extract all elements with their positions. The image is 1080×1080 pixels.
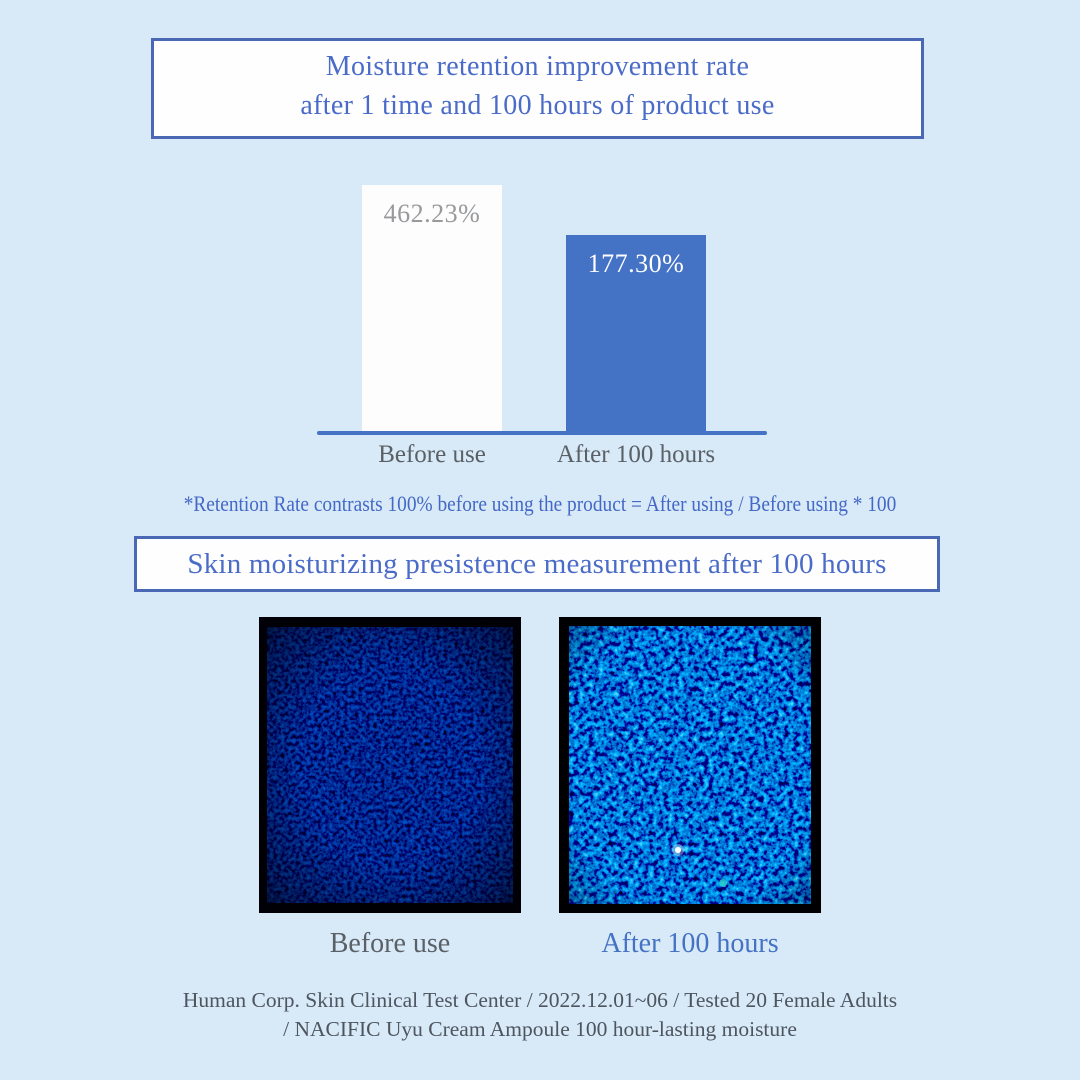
main-title-line-1: Moisture retention improvement rate <box>325 51 750 82</box>
microscopy-after-image <box>559 617 821 913</box>
retention-rate-footnote: *Retention Rate contrasts 100% before using the product = After using / Before using * 100 <box>183 491 897 516</box>
chart-category-label-before-use: Before use <box>378 441 486 468</box>
bar-value-after-100-hours: 177.30% <box>587 249 685 278</box>
image-label-before-use: Before use <box>329 928 451 959</box>
footer-line-2: / NACIFIC Uyu Cream Ampoule 100 hour-lasting moisture <box>283 1017 797 1041</box>
chart-category-label-after-100-hours: After 100 hours <box>556 441 716 468</box>
bar-before-use <box>362 185 502 432</box>
section-title-box <box>134 536 940 592</box>
main-title-box <box>151 38 924 139</box>
section-title: Skin moisturizing presistence measurement after 100 hours <box>187 548 887 580</box>
chart-baseline-axis <box>317 431 767 435</box>
bar-after-100-hours <box>566 235 706 432</box>
footer-line-1: Human Corp. Skin Clinical Test Center / 2022.12.01~06 / Tested 20 Female Adults <box>182 988 898 1012</box>
main-title-line-2: after 1 time and 100 hours of product use <box>300 90 775 121</box>
bar-value-before-use: 462.23% <box>383 199 481 228</box>
image-label-after-100-hours: After 100 hours <box>601 928 779 959</box>
microscopy-before-image <box>259 617 521 913</box>
